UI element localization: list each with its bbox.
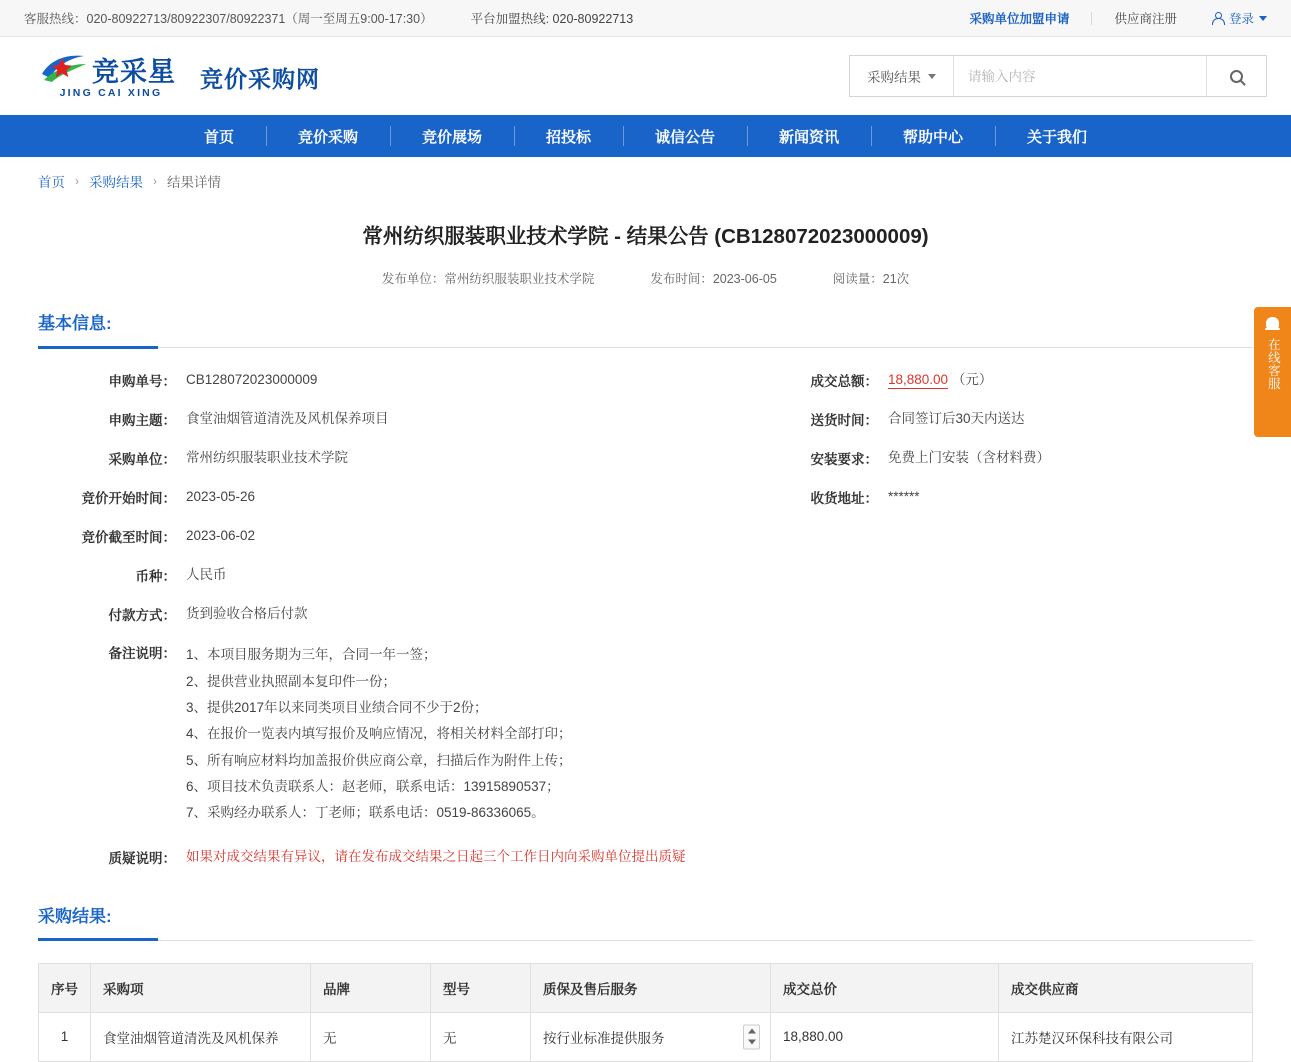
site-header [0, 37, 1291, 115]
info-row-delivery-address [698, 487, 1253, 508]
purchase-result-title: 采购结果: [38, 906, 112, 926]
nav-item-home[interactable]: 首页 [203, 128, 234, 146]
utility-divider [1091, 12, 1092, 25]
info-value: 人民币 [186, 566, 227, 582]
cell-supplier: 江苏楚汉环保科技有限公司 [999, 1012, 1253, 1061]
login-label: 登录 [1228, 12, 1254, 26]
nav-item-bidding-hall[interactable]: 竞价展场 [390, 115, 514, 157]
remark-item: 6、项目技术负责联系人：赵老师，联系电话：13915890537； [186, 779, 560, 795]
purchase-result-section [38, 902, 1253, 1062]
info-value: CB128072023000009 [186, 372, 318, 387]
remarks-label: 备注说明： [108, 646, 176, 662]
user-icon [1211, 12, 1224, 25]
announcement-meta [0, 269, 1291, 287]
login-button[interactable] [1211, 9, 1267, 27]
nav-item-about[interactable]: 关于我们 [995, 115, 1119, 157]
cell-brand: 无 [311, 1012, 431, 1061]
nav-item-bidding-purchase[interactable]: 竞价采购 [266, 115, 390, 157]
info-row-purchaser [38, 448, 698, 469]
info-label: 送货时间： [810, 412, 878, 428]
join-apply-link[interactable]: 采购单位加盟申请 [969, 12, 1070, 26]
section-divider [38, 347, 1253, 348]
remark-item: 4、在报价一览表内填写报价及响应情况，将相关材料全部打印； [186, 726, 572, 742]
breadcrumb-item-results[interactable]: 采购结果 [89, 175, 143, 190]
info-value: 食堂油烟管道清洗及风机保养项目 [186, 410, 389, 426]
customer-hotline: 客服热线：020-80922713/80922307/80922371（周一至周五9:00-17:30） [24, 12, 433, 26]
info-value: 2023-05-26 [186, 488, 256, 504]
breadcrumb-item-current: 结果详情 [167, 175, 221, 190]
search-input[interactable] [954, 56, 1206, 96]
info-row-start-time [38, 487, 698, 508]
search-category-select[interactable] [850, 56, 954, 96]
view-count-text: 阅读量：21次 [832, 272, 910, 286]
remark-item: 3、提供2017年以来同类项目业绩合同不少于2份； [186, 700, 488, 716]
logo-cn-text: 竞采星 [92, 57, 176, 88]
basic-info-section [38, 309, 1253, 868]
column-header-index: 序号 [39, 963, 91, 1012]
question-value: 如果对成交结果有异议，请在发布成交结果之日起三个工作日内向采购单位提出质疑 [186, 848, 686, 864]
cell-total: 18,880.00 [771, 1012, 999, 1061]
supplier-register-link[interactable]: 供应商注册 [1114, 12, 1177, 26]
remark-item: 1、本项目服务期为三年，合同一年一签； [186, 647, 437, 663]
breadcrumb-separator-icon: › [75, 174, 79, 188]
logo-en-text: JING CAI XING [59, 87, 163, 99]
info-label: 币种： [135, 568, 176, 584]
search-icon [1230, 70, 1243, 83]
info-row-remarks [38, 642, 1253, 826]
remarks-value [186, 642, 572, 826]
main-nav-items [172, 115, 1119, 157]
site-title: 竞价采购网 [200, 65, 320, 92]
info-value: 货到验收合格后付款 [186, 605, 308, 621]
bell-icon [1265, 316, 1280, 330]
cell-index: 1 [39, 1012, 91, 1061]
column-header-supplier: 成交供应商 [999, 963, 1253, 1012]
chevron-down-icon [928, 74, 936, 79]
search-box [849, 55, 1267, 97]
table-row [39, 1012, 1253, 1061]
column-header-item: 采购项 [91, 963, 311, 1012]
nav-item-tender[interactable]: 招投标 [514, 115, 623, 157]
online-service-label: 在线客服 [1266, 338, 1281, 390]
scroll-stepper[interactable] [743, 1024, 760, 1049]
cell-service [531, 1012, 771, 1061]
total-amount-unit: （元） [951, 372, 993, 387]
info-value: 合同签订后30天内送达 [888, 410, 1025, 426]
search-category-label: 采购结果 [867, 70, 921, 85]
info-value: 常州纺织服装职业技术学院 [186, 449, 348, 465]
basic-info-grid [38, 348, 1253, 642]
breadcrumb-item-home[interactable]: 首页 [38, 175, 65, 190]
nav-item-news[interactable]: 新闻资讯 [747, 115, 871, 157]
info-value: 免费上门安装（含材料费） [888, 449, 1050, 465]
info-label: 安装要求： [810, 451, 878, 467]
nav-item-help[interactable]: 帮助中心 [871, 115, 995, 157]
table-header-row [39, 963, 1253, 1012]
cell-service-text: 按行业标准提供服务 [543, 1030, 665, 1046]
chevron-up-icon [748, 1028, 756, 1033]
info-row-subject [38, 409, 698, 430]
info-row-order-no [38, 370, 698, 391]
cell-item: 食堂油烟管道清洗及风机保养 [91, 1012, 311, 1061]
table-body [39, 1012, 1253, 1061]
column-header-model: 型号 [431, 963, 531, 1012]
search-button[interactable] [1206, 56, 1266, 96]
info-row-payment [38, 604, 698, 625]
info-value: 2023-06-02 [186, 527, 256, 543]
chevron-down-icon [748, 1040, 756, 1045]
column-header-service: 质保及售后服务 [531, 963, 771, 1012]
info-row-delivery-time [698, 409, 1253, 430]
platform-hotline: 平台加盟热线: 020-80922713 [470, 12, 634, 26]
publish-time-text: 发布时间：2023-06-05 [650, 272, 777, 286]
info-row-end-time [38, 526, 698, 547]
remark-item: 5、所有响应材料均加盖报价供应商公章，扫描后作为附件上传； [186, 752, 572, 768]
basic-info-title: 基本信息: [38, 314, 112, 333]
column-header-brand: 品牌 [311, 963, 431, 1012]
info-row-question [38, 847, 1253, 868]
logo-mark [40, 50, 182, 102]
info-label: 申购主题： [108, 412, 176, 428]
basic-info-left-column [38, 370, 698, 642]
info-label: 付款方式： [108, 607, 176, 623]
info-label: 竞价截至时间： [81, 529, 176, 545]
utility-bar [0, 0, 1291, 37]
publisher-text: 发布单位：常州纺织服装职业技术学院 [381, 272, 595, 286]
main-nav [0, 115, 1291, 157]
remark-item: 2、提供营业执照副本复印件一份； [186, 673, 397, 689]
info-row-total-amount [698, 370, 1253, 391]
column-header-total: 成交总价 [771, 963, 999, 1012]
purchase-result-table [38, 963, 1253, 1062]
basic-info-right-column [698, 370, 1253, 642]
info-row-currency [38, 565, 698, 586]
cell-model: 无 [431, 1012, 531, 1061]
info-label: 采购单位： [108, 451, 176, 467]
nav-item-credit-notice[interactable]: 诚信公告 [623, 115, 747, 157]
site-logo[interactable] [40, 50, 320, 102]
info-value: ****** [888, 488, 920, 504]
breadcrumb-separator-icon: › [153, 174, 157, 188]
info-value [888, 370, 992, 391]
info-label: 竞价开始时间： [81, 490, 176, 506]
chevron-down-icon [1259, 16, 1267, 21]
total-amount-value: 18,880.00 [888, 372, 949, 387]
info-label: 成交总额： [810, 374, 878, 389]
info-row-install-requirement [698, 448, 1253, 469]
star-logo-icon [40, 52, 88, 84]
page-title: 常州纺织服装职业技术学院 - 结果公告 (CB128072023000009) [362, 225, 929, 248]
online-service-widget[interactable] [1254, 307, 1291, 437]
breadcrumb [0, 157, 1291, 203]
question-label: 质疑说明： [108, 850, 176, 866]
table-header [39, 963, 1253, 1012]
section-divider [38, 940, 1253, 941]
info-label: 收货地址： [810, 490, 878, 506]
info-label: 申购单号： [108, 374, 176, 389]
remark-item: 7、采购经办联系人：丁老师；联系电话：0519-86336065。 [186, 805, 545, 821]
